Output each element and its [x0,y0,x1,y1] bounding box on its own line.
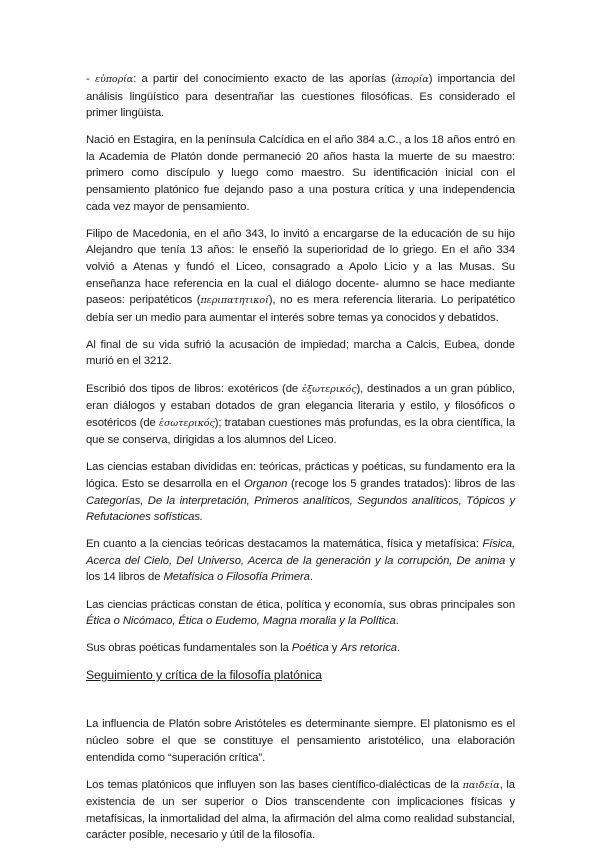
greek-term: ἐξωτερικός [301,383,357,395]
text: . [396,642,400,655]
text: : a partir del conocimiento exacto de las aporías ( [133,73,395,85]
text: ) importancia del análisis lingüístico para desentrañar las cuestiones filosóficas. Es considerado el primer lingüista. [86,73,516,120]
italic-title: Metafísica o Filosofía Primera [163,571,310,584]
document-page [86,71,515,854]
italic-title: Física, Acerca del Cielo, Del Universo, Acerca de la generación y la corrupción, De anima [86,538,515,567]
greek-term: ἐσωτερικός [158,417,215,429]
paragraph-final-vida: Al final de su vida sufrió la acusación de impiedad; marcha a Calcis, Eubea, donde murió en el 3212. [86,338,515,368]
text: . [309,571,313,584]
text: ), no es mera referencia literaria. Lo peripatético debía ser un medio para aumentar el interés sobre temas ya conocidos y debatidos. [86,294,516,324]
paragraph-biography: Nació en Estagira, en la península Calcídica en el año 384 a.C., a los 18 años entró en la Academia de Platón donde permaneció 20 años hasta la muerte de su maestro: primero como discípulo y luego como maestro. Su identificación inicial con el pensamiento platónico fue dejando paso a una postura crítica y una independencia cada vez mayor de pensamiento. [86,134,515,213]
paragraph-temas-platonicos [86,777,515,844]
text: ); trataban cuestiones más profundas, es la obra científica, la que se conserva, dirigidas a los alumnos del Liceo. [86,416,515,447]
paragraph-influencia: La influencia de Platón sobre Aristóteles es determinante siempre. El platonismo es el núcleo sobre el que se constituye el pensamiento aristotélico, una elaboración entendida como “superación crítica”. [86,718,515,764]
text: ), destinados a un gran público, eran diálogos y estaban dotados de gran elegancia literaria y estilo, y filosóficos o esotéricos (de [86,382,515,429]
text: y [328,642,341,655]
text: Filipo de Macedonia, en el año 343, lo invitó a encargarse de la educación de su hijo Alejandro que tenía 13 años: le enseñó la superioridad de lo griego. En el año 334 volvió a Atenas y fundó el Liceo, consagrado a Apolo Licio y a las Musas. Su enseñanza hace referencia en la cual el diálogo docente- alumno se hace mediante paseos: peripatéticos ( [86,227,515,307]
greek-term: ἀπορία [394,74,429,85]
italic-title: Organon [244,477,288,490]
section-heading: Seguimiento y crítica de la filosofía platónica [86,668,322,683]
italic-title: Ars retorica [340,642,397,655]
text: . [395,615,399,628]
paragraph-ciencias-teoricas [86,536,515,586]
text: Las ciencias estaban divididas en: teóricas, prácticas y poéticas, su fundamento era la lógica. Esto se desarrolla en el [86,461,515,490]
text: Escribió dos tipos de libros: exotéricos (de [86,382,302,395]
paragraph-libros [86,381,515,449]
paragraph-ciencias [86,459,515,525]
greek-term: περιπατητικοί [200,295,269,307]
italic-title: Categorías, De la interpretación, Primeros analíticos, Segundos analíticos, Tópicos y Refutaciones sofísticas. [86,494,515,524]
greek-term: παιδεία [462,779,500,791]
paragraph-ciencias-practicas [86,597,515,630]
paragraph-euporia: - εὐπορία: a partir del conocimiento exacto de las aporías (ἀπορία) importancia del análisis lingüístico para desentrañar las cuestiones filosóficas. Es considerado el primer lingüista. [86,73,516,120]
italic-title: Poética [291,642,329,655]
text: Los temas platónicos que influyen son las bases científico-dialécticas de la [86,778,463,791]
text: , la existencia de un ser superior o Dios transcendente con implicaciones físicas y metafísicas, la inmortalidad del alma, la afirmación del alma como realidad substancial, carácter posible, necesario y útil de la filosofía. [86,778,515,842]
greek-term: εὐπορία [94,74,134,85]
text: Las ciencias prácticas constan de ética, política y economía, sus obras principales son [86,598,515,611]
text: En cuanto a la ciencias teóricas destacamos la matemática, física y metafísica: [86,538,483,551]
paragraph-filipo [86,226,515,327]
italic-title: Ética o Nicómaco, Ética o Eudemo, Magna moralia y la Política [86,615,396,628]
text: y los 14 libros de [86,554,515,584]
text: (recoge los 5 grandes tratados): libros de las [287,477,515,490]
text: Sus obras poéticas fundamentales son la [86,642,292,655]
paragraph-obras-poeticas [86,640,515,657]
